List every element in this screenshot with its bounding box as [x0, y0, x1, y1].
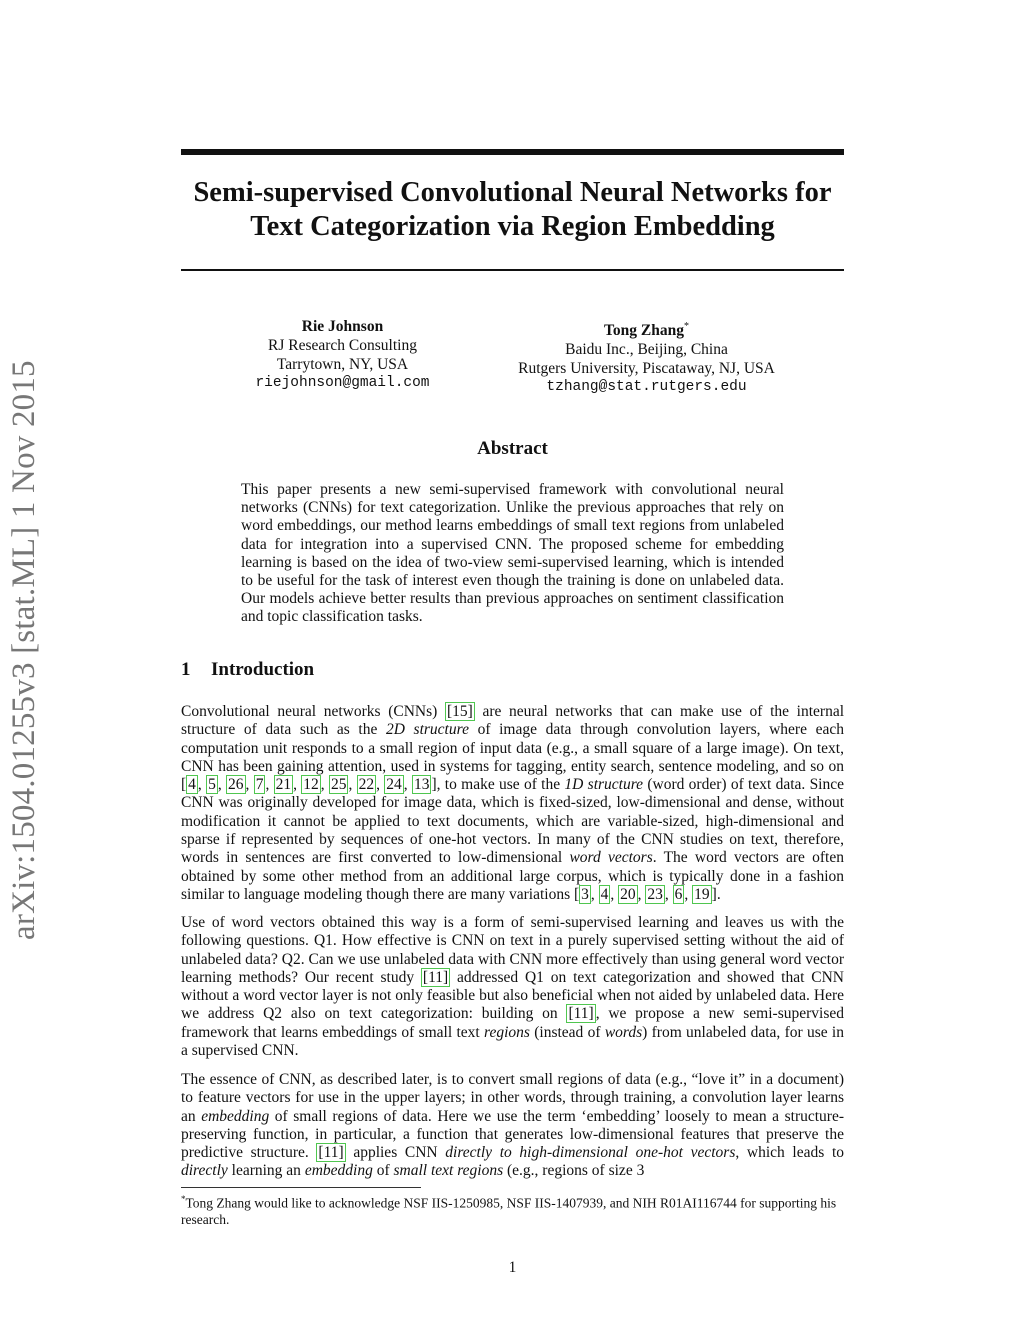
paper-title	[181, 176, 844, 244]
citation-link[interactable]: 23	[647, 885, 663, 903]
text-run: addressed Q1 on text categorization and showed that CNN without a word vector layer is not only feasible but also beneficial when not aided by unlabeled data. Here we address Q2 also on text categorization: building on	[181, 968, 844, 1023]
citation-link[interactable]: 4	[188, 776, 196, 794]
title-bottom-rule	[181, 269, 844, 271]
author-email[interactable]: tzhang@stat.rutgers.edu	[546, 379, 747, 396]
section-number: 1	[181, 659, 191, 680]
text-run: learning an	[227, 1162, 305, 1180]
author-email[interactable]: riejohnson@gmail.com	[255, 375, 430, 391]
citation-link[interactable]: 4	[600, 885, 609, 903]
author-location: Tarrytown, NY, USA	[276, 356, 409, 373]
author-name	[494, 317, 799, 340]
citation-link[interactable]: [11]	[318, 1144, 344, 1162]
author-name: Rie Johnson	[301, 318, 384, 335]
abstract-heading: Abstract	[477, 438, 548, 459]
author-block-2	[494, 317, 799, 397]
citation-link[interactable]: 26	[228, 776, 244, 794]
citation-link[interactable]: [11]	[422, 968, 449, 986]
author-affiliation: Baidu Inc., Beijing, China	[565, 341, 728, 359]
citation-link[interactable]: 19	[694, 885, 710, 903]
emphasis: word vectors	[569, 849, 653, 867]
text-run: (e.g., regions of size 3	[503, 1162, 645, 1180]
text-run: of image data through convolution layers, where each computation unit responds to a small region of input data (e.g., a small square of a large image). On text, CNN has been gaining attention, used in systems for tagging, entity search, sentence modeling, and so on [	[181, 721, 844, 794]
text-run: The essence of CNN, as described later, is to convert small regions of data (e.g., “love it” in a document) to feature vectors for use in the upper layers; in other words, through training, a convolution layer learns an	[181, 1071, 844, 1125]
emphasis: directly to high-dimensional one-hot vectors	[445, 1144, 736, 1162]
text-run: are neural networks that can make use of the internal structure of data such as the	[181, 703, 845, 739]
emphasis: small text regions	[393, 1162, 504, 1180]
author-affiliation-2: Rutgers University, Piscataway, NJ, USA	[518, 360, 775, 378]
emphasis: embedding	[304, 1162, 373, 1180]
author-affiliation: RJ Research Consulting	[268, 337, 417, 354]
page-number: 1	[508, 1259, 517, 1276]
emphasis: 2D structure	[385, 721, 469, 739]
emphasis: embedding	[201, 1107, 270, 1125]
abstract-text: This paper presents a new semi-supervised framework with convolutional neural networks (CNNs) for text categorization. Unlike the previous approaches that rely on word embeddings, our method learns embeddings of small text regions from unlabeled data for integration into a supervised CNN. The proposed scheme for embedding learning is based on the idea of two-view semi-supervised learning, which is intended to be useful for the task of interest even though the training is done on unlabeled data. Our models achieve better results than previous approaches on sentiment classification and topic classification tasks.	[241, 481, 784, 626]
citation-link[interactable]: [15]	[446, 703, 473, 720]
citation-link[interactable]: 3	[581, 885, 589, 903]
title-line-2: Text Categorization via Region Embedding	[250, 211, 775, 242]
emphasis: directly	[181, 1162, 228, 1180]
citation-link[interactable]: 22	[358, 776, 375, 794]
emphasis: regions	[484, 1023, 530, 1041]
text-run: , which leads to	[735, 1144, 845, 1162]
arxiv-stamp: arXiv:1504.01255v3 [stat.ML] 1 Nov 2015	[6, 360, 42, 940]
section-title: Introduction	[211, 659, 315, 680]
intro-paragraph-3	[181, 1071, 844, 1181]
text-run: ].	[711, 885, 721, 903]
emphasis: words	[604, 1023, 643, 1041]
citation-link[interactable]: 25	[330, 776, 347, 794]
text-run: Use of word vectors obtained this way is a form of semi-supervised learning and leaves us with the following questions. Q1. How effective is CNN on text in a purely supervised setting without the aid of unlabeled data? Q2. Can we use unlabeled data with CNN more effectively than using general word vector learning methods? Our recent study	[181, 914, 844, 986]
footnote-text: Tong Zhang would like to acknowledge NSF IIS-1250985, NSF IIS-1407939, and NIH R01AI116744 for supporting his research.	[181, 1195, 837, 1227]
citation-link[interactable]: 21	[275, 776, 292, 794]
citation-link[interactable]: 6	[674, 885, 683, 903]
footnote	[181, 1191, 844, 1229]
author-name-text: Tong Zhang	[604, 322, 684, 340]
text-run: ) from unlabeled data, for use in a supervised CNN.	[181, 1023, 844, 1060]
citation-link[interactable]: 12	[303, 776, 319, 794]
text-run: . The word vectors are often obtained by some other method from an additional large corpus, which is typically done in a fashion similar to language modeling though there are many variations [	[181, 849, 844, 903]
text-run: applies CNN	[345, 1144, 446, 1162]
citation-link[interactable]: 5	[208, 776, 216, 794]
text-run: (instead of	[529, 1023, 605, 1041]
title-top-rule	[181, 149, 844, 155]
author-block-1	[230, 317, 455, 393]
citation-link[interactable]: 13	[413, 776, 430, 794]
citation-link[interactable]: [11]	[568, 1005, 594, 1023]
text-run: Convolutional neural networks (CNNs)	[181, 703, 445, 720]
emphasis: 1D structure	[564, 776, 644, 794]
footnote-rule	[181, 1187, 421, 1188]
footnote-marker[interactable]: *	[684, 321, 689, 332]
citation-link[interactable]: 24	[386, 776, 402, 794]
text-run: ], to make use of the	[431, 776, 565, 794]
text-run: of small regions of data. Here we use the term ‘embedding’ loosely to mean a structure-preserving function, in particular, a function that generates low-dimensional features that preserve the predictive structure.	[181, 1107, 844, 1162]
title-line-1: Semi-supervised Convolutional Neural Networks for	[193, 177, 832, 208]
intro-paragraph-1: Convolutional neural networks (CNNs) [15] are neural networks that can make use of the internal structure of data such as the 2D structure of image data through convolution layers, where each computation unit responds to a small region of input data (e.g., a small square of a large image). On text, CNN has been gaining attention, used in systems for tagging, entity search, sentence modeling, and so on [ 4 , 5 , 26 , 7 , 21 , 12 , 25 , 22 , 24 , 13 ], to make use of the 1D structure (word order) of text data. Since CNN was originally developed for image data, which is fixed-sized, low-dimensional and dense, without modification it cannot be applied to text documents, which are variable-sized, high-dimensional and sparse if represented by sequences of one-hot vectors. In many of the CNN studies on text, therefore, words in sentences are first converted to low-dimensional word vectors. The word vectors are often obtained by some other method from an additional large corpus, which is typically done in a fashion similar to language modeling though there are many variations [ 3 , 4 , 20 , 23 , 6 , 19 ].	[181, 703, 845, 903]
citation-link[interactable]: 7	[255, 776, 264, 794]
intro-paragraph-2	[181, 914, 844, 1060]
text-run: (word order) of text data. Since CNN was originally developed for image data, which is fixed-sized, low-dimensional and dense, without modification it cannot be applied to text documents, which are variable-sized, high-dimensional and sparse if represented by sequences of one-hot vectors. In many of the CNN studies on text, therefore, words in sentences are first converted to low-dimensional	[181, 776, 845, 867]
section-heading-introduction	[181, 659, 314, 681]
citation-link[interactable]: 20	[620, 885, 636, 903]
text-run: , we propose a new semi-supervised framework that learns embeddings of small text	[181, 1005, 845, 1041]
text-run: of	[372, 1162, 394, 1180]
footnote-mark: *	[181, 1194, 186, 1204]
